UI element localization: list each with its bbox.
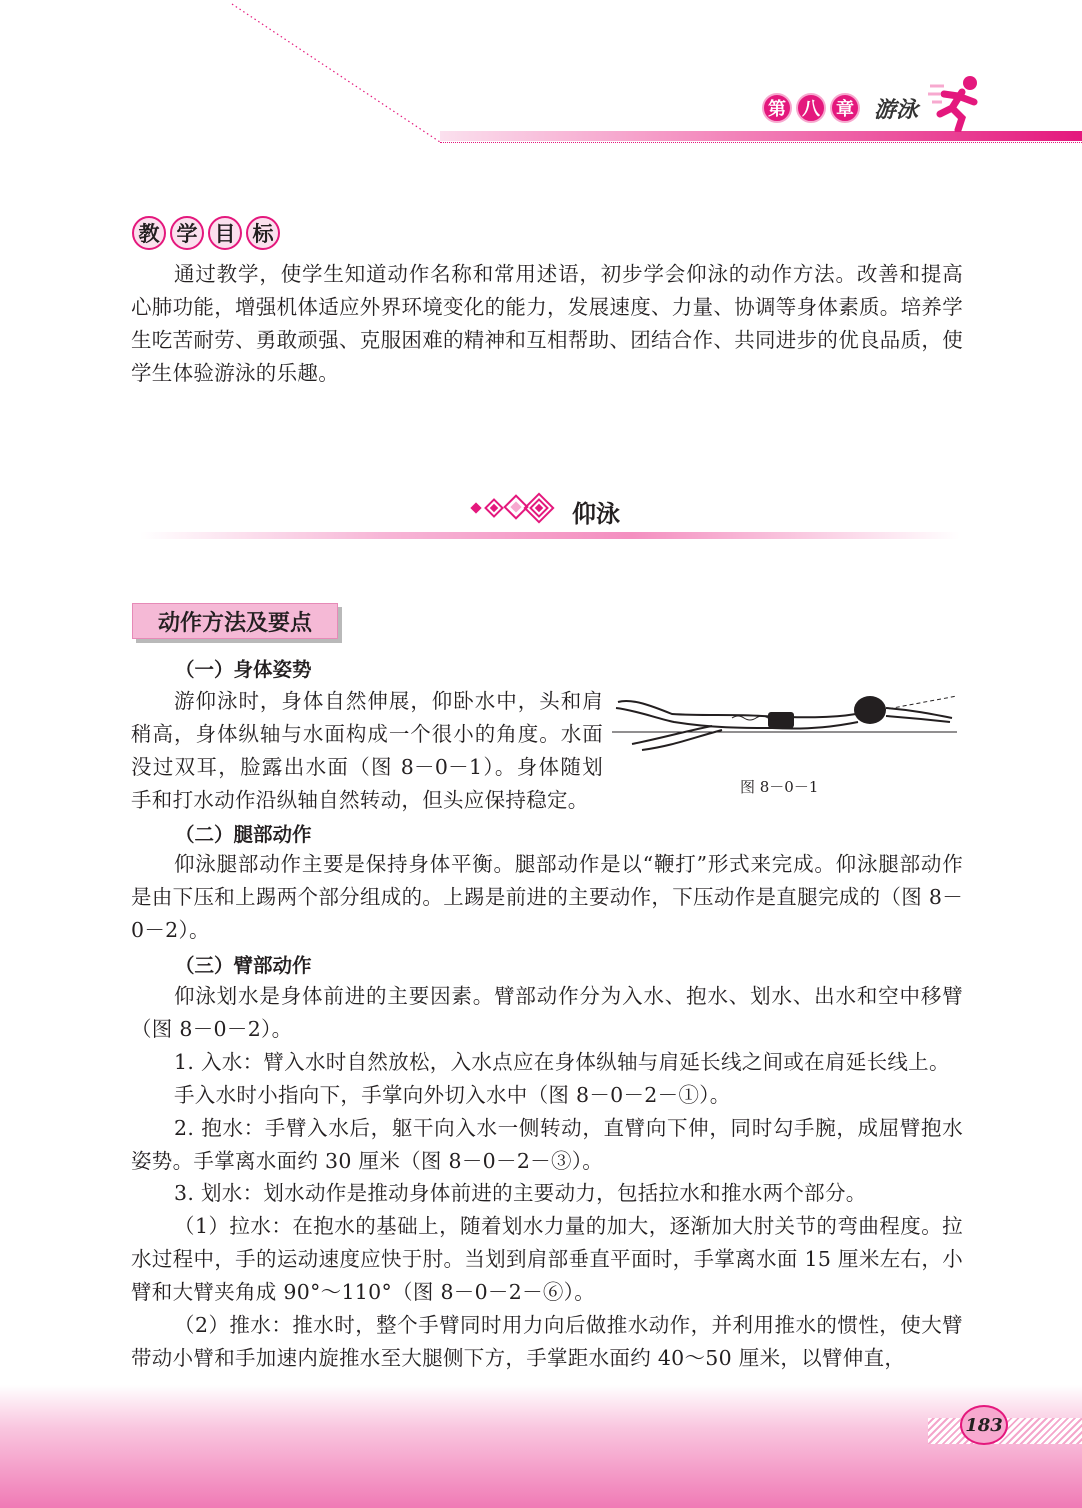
para-entry-hand: 手入水时小指向下，手掌向外切入水中（图 8－0－2－①）。: [174, 1083, 731, 1107]
para-leg-action: 仰泳腿部动作主要是保持身体平衡。腿部动作是以“鞭打”形式来完成。仰泳腿部动作是由下压和上踢两个部分组成的。上踢是前进的主要动作，下压动作是直腿完成的（图 8－0－2）。: [131, 852, 963, 942]
objectives-text: 通过教学，使学生知道动作名称和常用述语，初步学会仰泳的动作方法。改善和提高心肺功能，增强机体适应外界环境变化的能力，发展速度、力量、协调等身体素质。培养学生吃苦耐劳、勇敢顽强、克服困难的精神和互相帮助、团结合作、共同进步的优良品质，使学生体验游泳的乐趣。: [131, 262, 963, 385]
objectives-char-1: 教: [132, 216, 166, 250]
heading-body-posture: （一）身体姿势: [175, 658, 312, 681]
backstroke-swimmer-figure: [612, 688, 962, 754]
figure-caption: 图 8－0－1: [740, 778, 819, 796]
para-body-posture: 游仰泳时，身体自然伸展，仰卧水中，头和肩稍高，身体纵轴与水面构成一个很小的角度。水面没过双耳，脸露出水面（图 8－0－1）。身体随划手和打水动作沿纵轴自然转动，但头应保持稳定。: [131, 689, 603, 812]
header-dotted-line: [440, 142, 1082, 143]
para-arm-action: 仰泳划水是身体前进的主要因素。臂部动作分为入水、抱水、划水、出水和空中移臂（图 8－0－2）。: [131, 984, 963, 1041]
objectives-char-2: 学: [170, 216, 204, 250]
section-underline: [140, 532, 960, 539]
header-diagonal-dots: [0, 0, 1082, 150]
chapter-char-2: 八: [796, 93, 826, 123]
chapter-title: 游泳: [874, 97, 919, 123]
section-title: 仰泳: [572, 500, 620, 528]
subheading-box: 动作方法及要点: [132, 603, 338, 639]
header-bar: [440, 131, 1082, 141]
objectives-char-3: 目: [208, 216, 242, 250]
para-pull: （1）拉水：在抱水的基础上，随着划水力量的加大，逐渐加大肘关节的弯曲程度。拉水过程中，手的运动速度应快于肘。当划到肩部垂直平面时，手掌离水面 15 厘米左右，小臂和大臂夹角成 90°～110°（图 8－0－2－⑥）。: [131, 1214, 963, 1304]
diamond-ornament-icon: [468, 490, 558, 528]
para-push: （2）推水：推水时，整个手臂同时用力向后做推水动作，并利用推水的惯性，使大臂带动小臂和手加速内旋推水至大腿侧下方，手掌距水面约 40～50 厘米，以臂伸直，: [131, 1313, 963, 1370]
chapter-char-1: 第: [762, 93, 792, 123]
page-number: 183: [960, 1405, 1008, 1445]
para-stroke: 3. 划水：划水动作是推动身体前进的主要动力，包括拉水和推水两个部分。: [174, 1181, 867, 1205]
chapter-char-3: 章: [830, 93, 860, 123]
runner-icon: [928, 74, 988, 132]
objectives-badge: [132, 216, 284, 250]
para-catch: 2. 抱水：手臂入水后，躯干向入水一侧转动，直臂向下伸，同时勾手腕，成屈臂抱水姿势。手掌离水面约 30 厘米（图 8－0－2－③）。: [131, 1116, 963, 1173]
footer-gradient: [0, 1385, 1082, 1508]
heading-arm-action: （三）臂部动作: [175, 954, 312, 977]
para-entry: 1. 入水：臂入水时自然放松，入水点应在身体纵轴与肩延长线之间或在肩延长线上。: [174, 1050, 950, 1074]
objectives-char-4: 标: [246, 216, 280, 250]
heading-leg-action: （二）腿部动作: [175, 823, 312, 846]
chapter-header: [762, 90, 918, 126]
